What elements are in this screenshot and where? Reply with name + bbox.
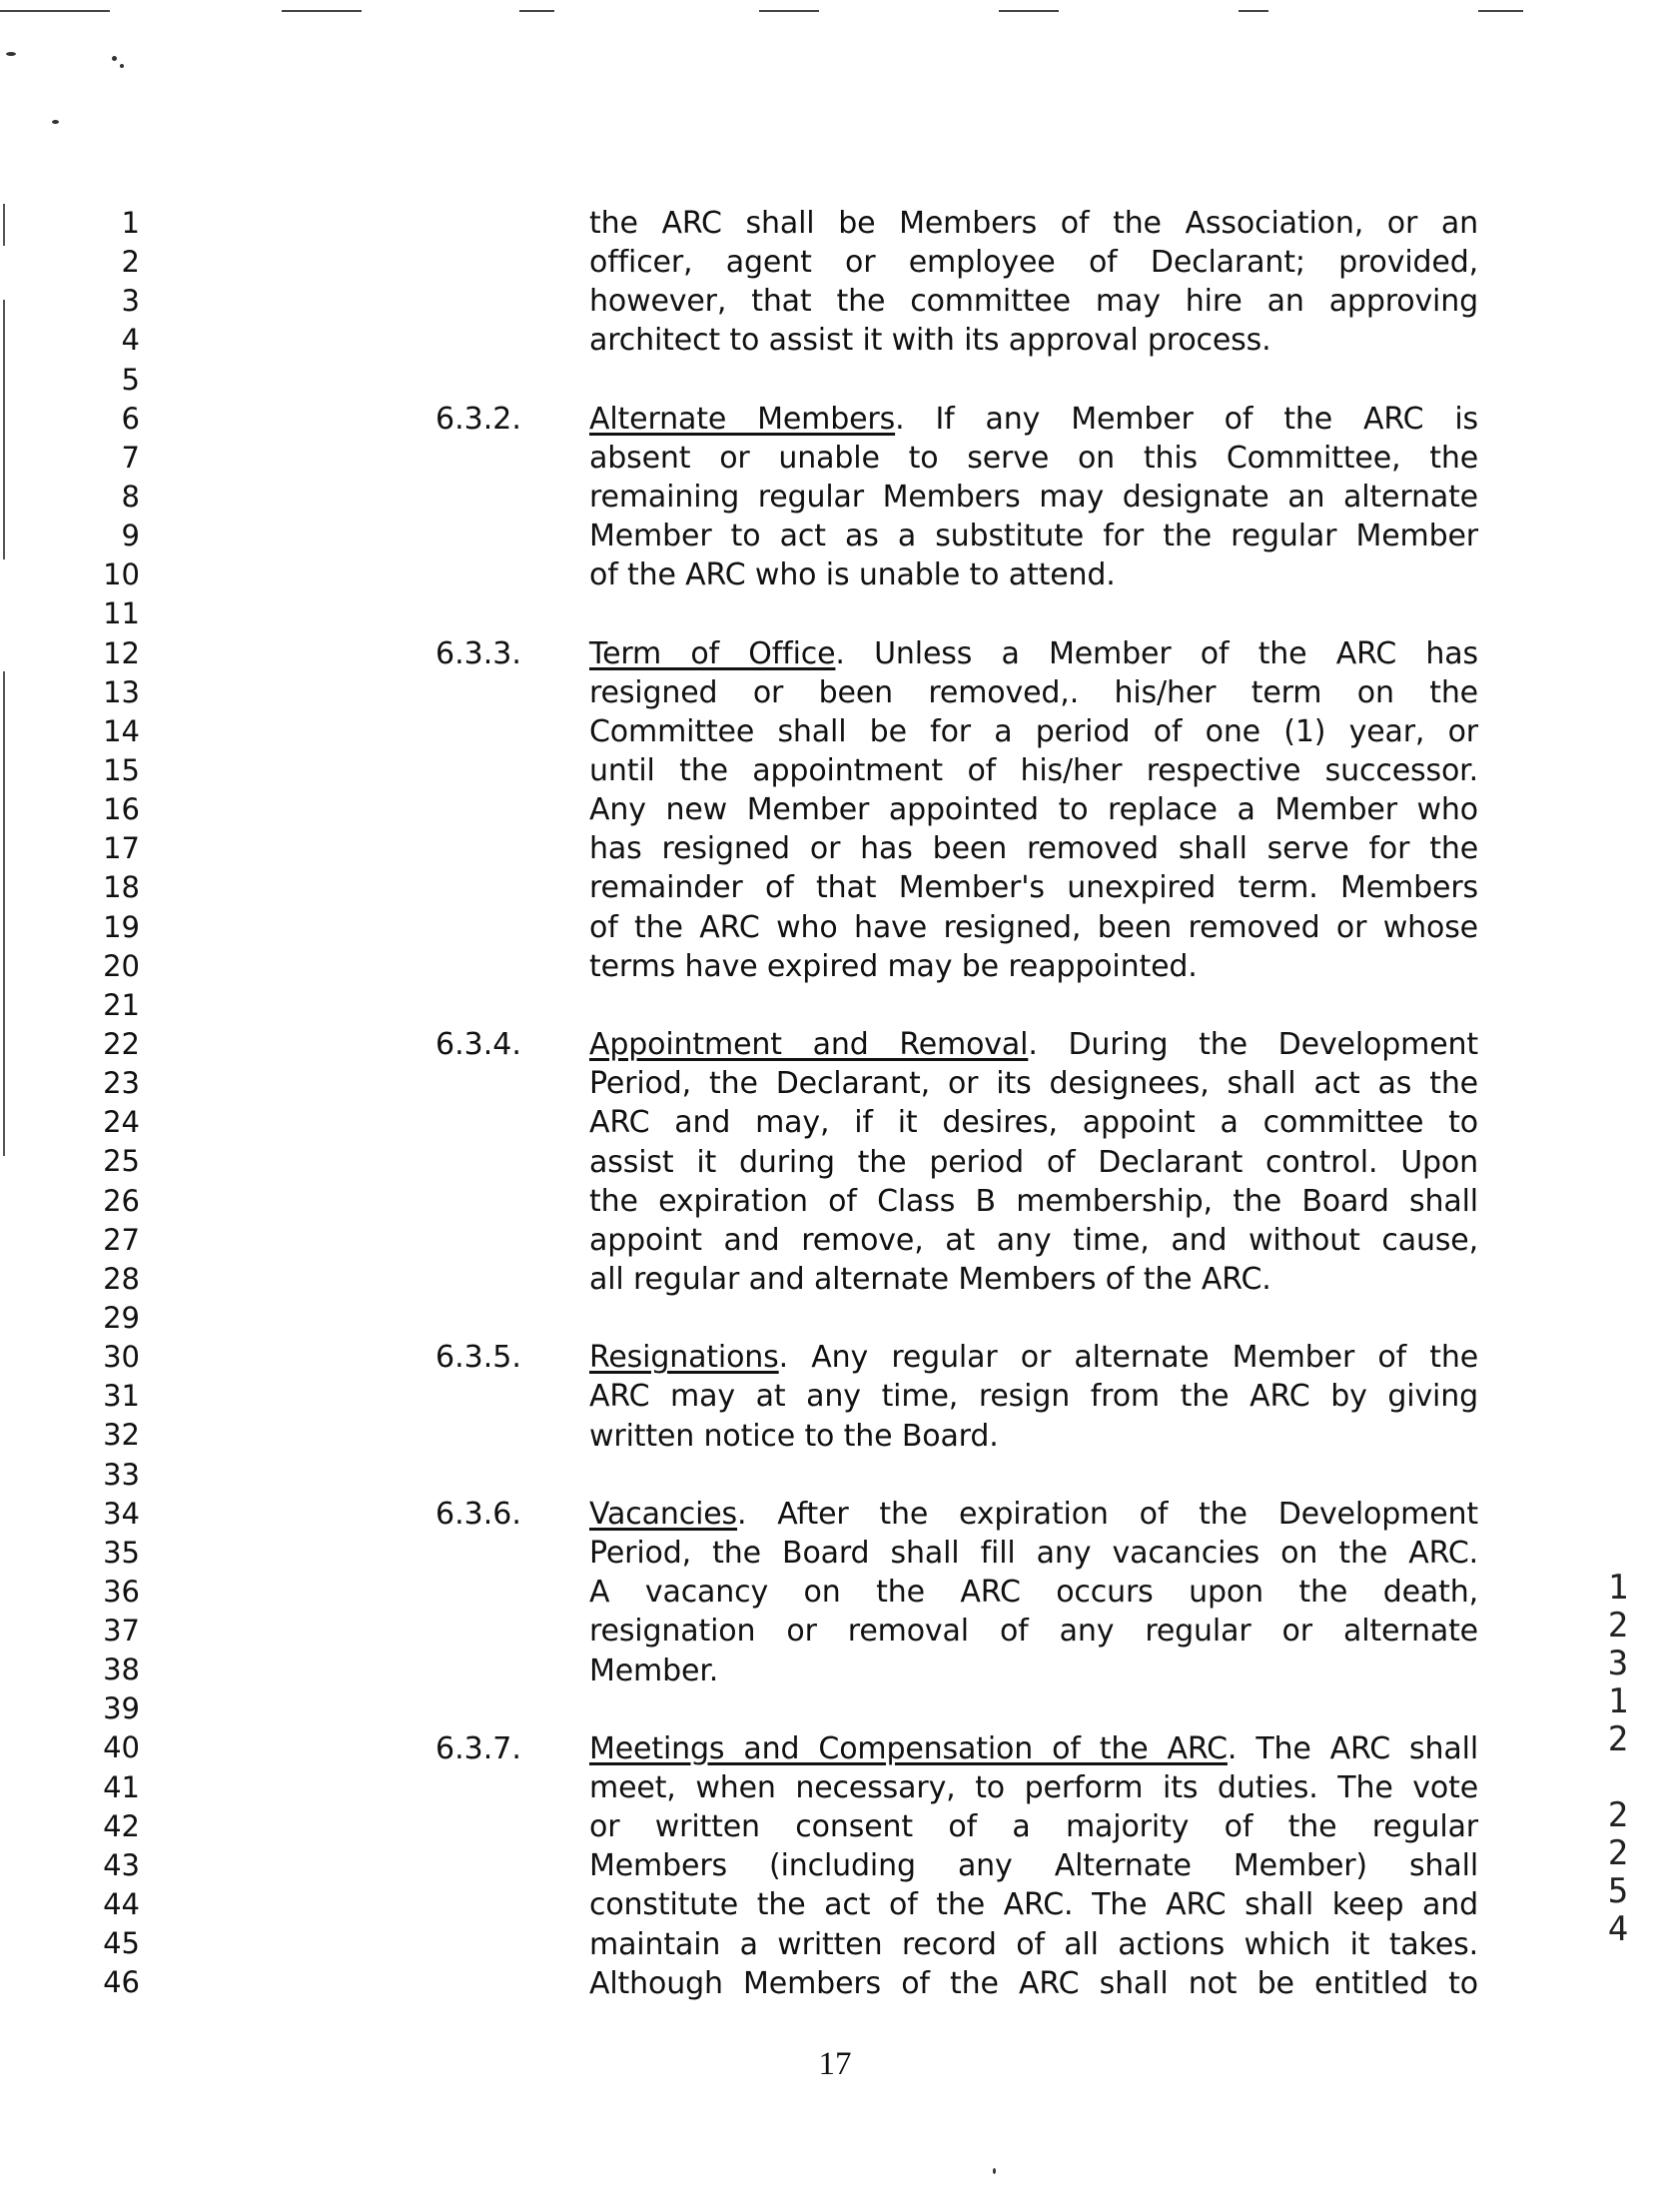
stamp-digit: 2 (1607, 1795, 1629, 1835)
text-line: Committee shall be for a period of one (1) year, or (589, 713, 1478, 749)
text-line: Member. (589, 1653, 719, 1688)
line-number: 41 (103, 1769, 140, 1804)
line-number: 16 (103, 792, 140, 827)
stamp-digit: 2 (1607, 1833, 1629, 1873)
margin-line (3, 671, 5, 1156)
section-number: 6.3.3. (435, 635, 521, 671)
line-number: 22 (103, 1026, 140, 1061)
stamp-digit: 1 (1607, 1681, 1629, 1721)
text-line: constitute the act of the ARC. The ARC shall keep and (589, 1887, 1478, 1923)
scan-mark (999, 10, 1059, 12)
text-line: Member to act as a substitute for the regular Member (589, 519, 1478, 554)
scan-mark (282, 10, 362, 12)
scan-mark (1478, 10, 1523, 12)
text-line: architect to assist it with its approval process. (589, 323, 1271, 359)
line-number: 38 (103, 1653, 140, 1687)
section-number: 6.3.4. (435, 1027, 521, 1063)
text-line: written notice to the Board. (589, 1418, 999, 1454)
stamp-digit: 4 (1607, 1909, 1629, 1949)
section-paragraph (589, 1729, 1478, 2003)
line-number: 10 (103, 557, 140, 592)
section-number: 6.3.7. (435, 1730, 521, 1766)
line-number: 4 (121, 323, 140, 358)
line-number: 35 (103, 1535, 140, 1570)
line-number: 19 (103, 909, 140, 944)
margin-line (3, 300, 5, 559)
text-line (589, 1729, 1478, 1768)
text-line: all regular and alternate Members of the ARC. (589, 1261, 1271, 1297)
line-number: 44 (103, 1887, 140, 1922)
stamp-digit (1598, 1758, 1638, 1796)
text-line: until the appointment of his/her respective successor. (589, 753, 1478, 789)
section-heading: Term of Office (589, 635, 836, 671)
line-number: 46 (103, 1965, 140, 2000)
section-number: 6.3.5. (435, 1340, 521, 1376)
section-heading: Alternate Members (589, 401, 896, 437)
text-line: Members (including any Alternate Member) shall (589, 1848, 1478, 1884)
text-line: has resigned or has been removed shall serve for the (589, 831, 1478, 867)
line-number: 2 (121, 245, 140, 280)
intro-paragraph (589, 204, 1478, 361)
page-number: 17 (818, 2046, 852, 2082)
text-line: Although Members of the ARC shall not be entitled to (589, 1965, 1478, 2001)
text-line (589, 634, 1478, 673)
line-number: 6 (121, 401, 140, 436)
text-line (589, 1338, 1478, 1377)
text-line: of the ARC who have resigned, been removed or whose (589, 909, 1478, 945)
line-number: 26 (103, 1183, 140, 1218)
scan-speck (52, 120, 59, 124)
scan-mark (1239, 10, 1268, 12)
line-number: 39 (103, 1691, 140, 1726)
stamp-digit: 2 (1607, 1606, 1629, 1646)
line-number: 42 (103, 1808, 140, 1843)
text-line (589, 1025, 1478, 1064)
line-number: 31 (103, 1379, 140, 1414)
text-line: terms have expired may be reappointed. (589, 948, 1198, 984)
heading-rest: . After the expiration of the Development (737, 1496, 1478, 1532)
line-number: 28 (103, 1261, 140, 1296)
text-line: resignation or removal of any regular or alternate (589, 1614, 1478, 1650)
text-line: assist it during the period of Declarant control. Upon (589, 1144, 1478, 1180)
line-number: 36 (103, 1574, 140, 1609)
document-stamp (1598, 1569, 1638, 1948)
text-line: A vacancy on the ARC occurs upon the death, (589, 1575, 1478, 1611)
text-line: Any new Member appointed to replace a Member who (589, 792, 1478, 828)
margin-line (3, 204, 5, 246)
text-line (589, 1495, 1478, 1534)
line-number: 29 (103, 1300, 140, 1335)
line-number: 40 (103, 1730, 140, 1765)
text-line: officer, agent or employee of Declarant; provided, (589, 245, 1478, 281)
line-number: 27 (103, 1222, 140, 1257)
scan-speck (993, 2168, 996, 2174)
line-number: 21 (103, 987, 140, 1022)
line-number: 17 (103, 831, 140, 866)
line-number: 45 (103, 1926, 140, 1961)
line-number: 23 (103, 1066, 140, 1101)
text-line: however, that the committee may hire an approving (589, 284, 1478, 320)
section-number: 6.3.6. (435, 1496, 521, 1532)
text-line: Period, the Declarant, or its designees, shall act as the (589, 1066, 1478, 1102)
line-number: 11 (103, 596, 140, 631)
line-number: 33 (103, 1457, 140, 1492)
line-number: 13 (103, 674, 140, 709)
line-number: 25 (103, 1144, 140, 1179)
line-number: 20 (103, 948, 140, 983)
line-number: 34 (103, 1496, 140, 1531)
section-paragraph (589, 1495, 1478, 1690)
text-line (589, 400, 1478, 439)
line-number: 43 (103, 1847, 140, 1882)
text-line: the ARC shall be Members of the Association, or an (589, 206, 1478, 241)
heading-rest: . Any regular or alternate Member of the (778, 1340, 1478, 1376)
section-paragraph (589, 1025, 1478, 1299)
line-number: 37 (103, 1614, 140, 1649)
line-number: 15 (103, 752, 140, 787)
text-line: remainder of that Member's unexpired term. Members (589, 870, 1478, 906)
line-number: 18 (103, 870, 140, 905)
section-heading: Meetings and Compensation of the ARC (589, 1730, 1228, 1766)
heading-rest: . If any Member of the ARC is (895, 401, 1479, 437)
section-paragraph (589, 1338, 1478, 1455)
stamp-digit: 5 (1607, 1871, 1629, 1911)
line-number: 3 (121, 284, 140, 319)
text-line: ARC may at any time, resign from the ARC by giving (589, 1379, 1478, 1415)
text-line: resigned or been removed,. his/her term on the (589, 674, 1478, 710)
text-line: or written consent of a majority of the regular (589, 1809, 1478, 1845)
text-line: remaining regular Members may designate an alternate (589, 480, 1478, 516)
scan-speck (120, 64, 124, 68)
stamp-digit: 3 (1607, 1644, 1629, 1683)
line-number: 32 (103, 1418, 140, 1453)
text-line: of the ARC who is unable to attend. (589, 557, 1116, 593)
stamp-digit: 2 (1607, 1719, 1629, 1759)
line-number: 30 (103, 1340, 140, 1375)
text-line: meet, when necessary, to perform its duties. The vote (589, 1769, 1478, 1805)
text-line: the expiration of Class B membership, the Board shall (589, 1183, 1478, 1219)
section-heading: Vacancies (589, 1496, 738, 1532)
section-paragraph (589, 634, 1478, 986)
line-number: 7 (121, 440, 140, 475)
scan-speck (6, 52, 16, 56)
scan-mark (759, 10, 819, 12)
heading-rest: . Unless a Member of the ARC has (835, 635, 1478, 671)
section-paragraph (589, 400, 1478, 595)
section-heading: Resignations (589, 1340, 779, 1376)
line-number: 24 (103, 1105, 140, 1140)
line-number: 8 (121, 479, 140, 514)
stamp-digit: 1 (1607, 1568, 1629, 1608)
text-line: appoint and remove, at any time, and without cause, (589, 1222, 1478, 1258)
line-number: 12 (103, 635, 140, 670)
heading-rest: . The ARC shall (1227, 1730, 1478, 1766)
scan-mark (0, 10, 110, 12)
line-number: 9 (121, 519, 140, 553)
text-line: maintain a written record of all actions which it takes. (589, 1926, 1478, 1962)
line-number: 1 (121, 206, 140, 240)
heading-rest: . During the Development (1028, 1027, 1478, 1063)
line-number: 14 (103, 713, 140, 748)
line-number: 5 (121, 362, 140, 397)
section-number: 6.3.2. (435, 401, 521, 437)
scan-speck (112, 56, 117, 61)
section-heading: Appointment and Removal (589, 1027, 1029, 1063)
text-line: ARC and may, if it desires, appoint a committee to (589, 1105, 1478, 1141)
text-line: Period, the Board shall fill any vacancies on the ARC. (589, 1536, 1478, 1572)
line-number-column (80, 204, 140, 2002)
text-line: absent or unable to serve on this Committee, the (589, 440, 1478, 476)
scan-mark (519, 10, 554, 12)
